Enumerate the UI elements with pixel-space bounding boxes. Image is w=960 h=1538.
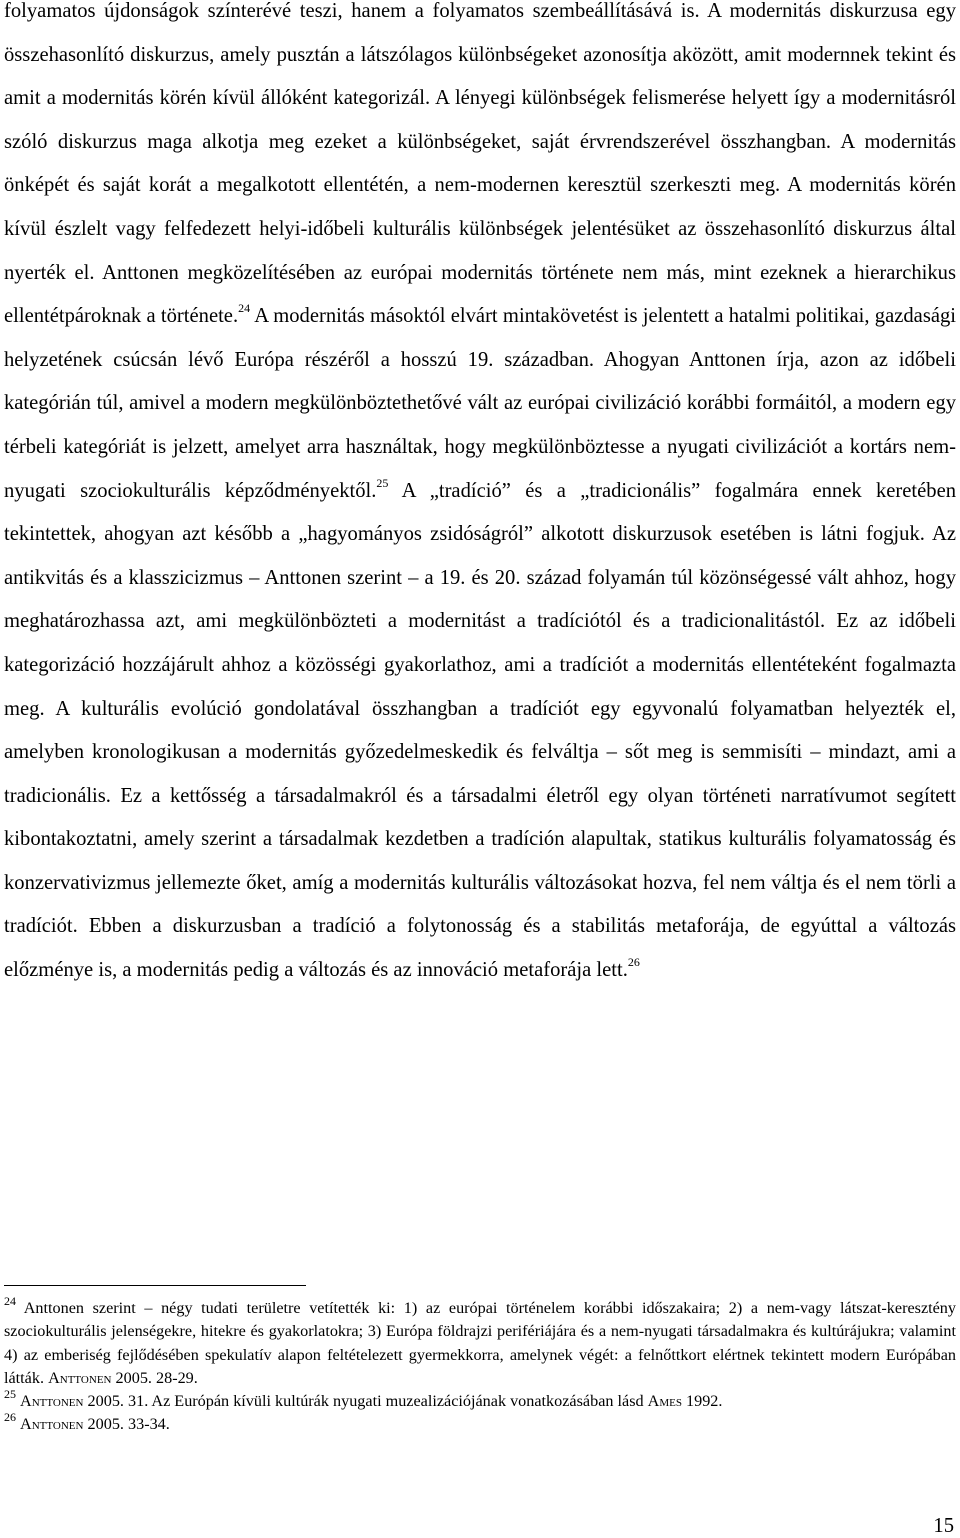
footnote-citation-2: 1992. — [681, 1392, 723, 1411]
footnote-25 — [4, 1386, 956, 1413]
footnote-author: Anttonen — [20, 1415, 84, 1434]
body-text-part-3: A „tradíció” és a „tradicionális” fogalmára ennek keretében tekintettek, ahogyan azt később a „hagyományos zsidóságról” alkotott diskurzusok esetében is látni fogjuk. Az antikvitás és a klasszicizmus – Anttonen szerint – a 19. és 20. század folyamán túl közönségessé vált ahhoz, hogy meghatározhassa azt, ami megkülönbözteti a modernitást a tradíciótól és a tradicionalitástól. Ez az időbeli kategorizáció hozzájárult ahhoz a közösségi gyakorlathoz, ami a tradíciót a modernitás ellentéteként fogalmazta meg. A kulturális evolúció gondolatával összhangban a tradíciót egy egyvonalú folyamatban helyezték el, amelyben kronologikusan a modernitás győzedelmeskedik és felváltja – sőt meg is semmisíti – mindazt, ami a tradicionális. Ez a kettősség a társadalmakról és a társadalmi életről egy olyan történeti narratívumot segített kibontakoztatni, amely szerint a társadalmak kezdetben a tradíción alapultak, statikus kulturális folyamatosság és konzervativizmus jellemezte őket, amíg a modernitás kulturális változásokat hozva, fel nem váltja és el nem törli a tradíciót. Ebben a diskurzusban a tradíció a folytonosság és a stabilitás metaforája, de egyúttal a változás előzménye is, a modernitás pedig a változás és az innováció metaforája lett. — [4, 479, 957, 982]
footnote-author: Anttonen — [20, 1392, 84, 1411]
footnote-citation: 2005. 33-34. — [83, 1415, 170, 1434]
footnote-26 — [4, 1410, 956, 1436]
footnote-number: 25 — [4, 1386, 16, 1401]
footnote-24 — [4, 1293, 956, 1390]
footnotes — [4, 1293, 956, 1437]
footnote-ref-26[interactable]: 26 — [627, 955, 640, 970]
footnote-author-2: Ames — [647, 1392, 682, 1411]
footnote-number: 24 — [4, 1293, 16, 1308]
footnote-text: Anttonen szerint – négy tudati területre vetítették ki: 1) az európai történelem korábbi időszakaira; 2) a nem-vagy látszat-keresztény szociokulturális jelenségekre, hitekre és gyakorlatokra; 3) Európa földrajzi perifériájára és a nem-nyugati társadalmakra és kultúrájukra; valamint 4) az emberiség fejlődésében spekulatív alapon feltételezett gyermekkorra, amelynek végét: a felnőttkort elértnek tekintett modern Európában látták. — [4, 1299, 956, 1387]
body-text-part-2: A modernitás másoktól elvárt mintakövetést is jelentett a hatalmi politikai, gazdasági helyzetének csúcsán lévő Európa részéről a hosszú 19. században. Ahogyan Anttonen írja, azon az időbeli kategórián túl, amivel a modern megkülönböztethetővé vált az európai civilizáció korábbi formáitól, a modern egy térbeli kategóriát is jelzett, amelyet arra használtak, hogy megkülönböztesse a nyugati civilizációt a kortárs nem-nyugati szociokulturális képződményektől. — [4, 305, 956, 502]
page-number: 15 — [933, 1515, 954, 1537]
footnote-author: Anttonen — [48, 1368, 112, 1387]
footnote-ref-25[interactable]: 25 — [376, 475, 389, 490]
footnote-citation: 2005. 31. Az Európán kívüli kultúrák nyugati muzealizációjának vonatkozásában lásd — [83, 1392, 648, 1411]
footnote-ref-24[interactable]: 24 — [238, 301, 251, 316]
body-text-part-1: folyamatos újdonságok színterévé teszi, hanem a folyamatos szembeállításává is. A modernitás diskurzusa egy összehasonlító diskurzus, amely pusztán a látszólagos különbségeket azonosítja aközött, amit modernnek tekint és amit a modernitás körén kívül állóként kategorizál. A lényegi különbségek felismerése helyett így a modernitásról szóló diskurzus maga alkotja meg ezeket a különbségeket, saját érvrendszerével összhangban. A modernitás önképét és saját korát a megalkotott ellentétén, a nem-modernen keresztül szerkeszti meg. A modernitás körén kívül észlelt vagy felfedezett helyi-időbeli kulturális különbségek jelentésüket az összehasonlító diskurzus által nyerték el. Anttonen megközelítésében az európai modernitás története nem más, mint ezeknek a hierarchikus ellentétpároknak a története. — [4, 0, 956, 328]
footnote-separator — [4, 1285, 306, 1286]
footnote-number: 26 — [4, 1410, 16, 1425]
footnote-citation: 2005. 28-29. — [111, 1368, 198, 1387]
body-paragraph — [4, 0, 956, 993]
